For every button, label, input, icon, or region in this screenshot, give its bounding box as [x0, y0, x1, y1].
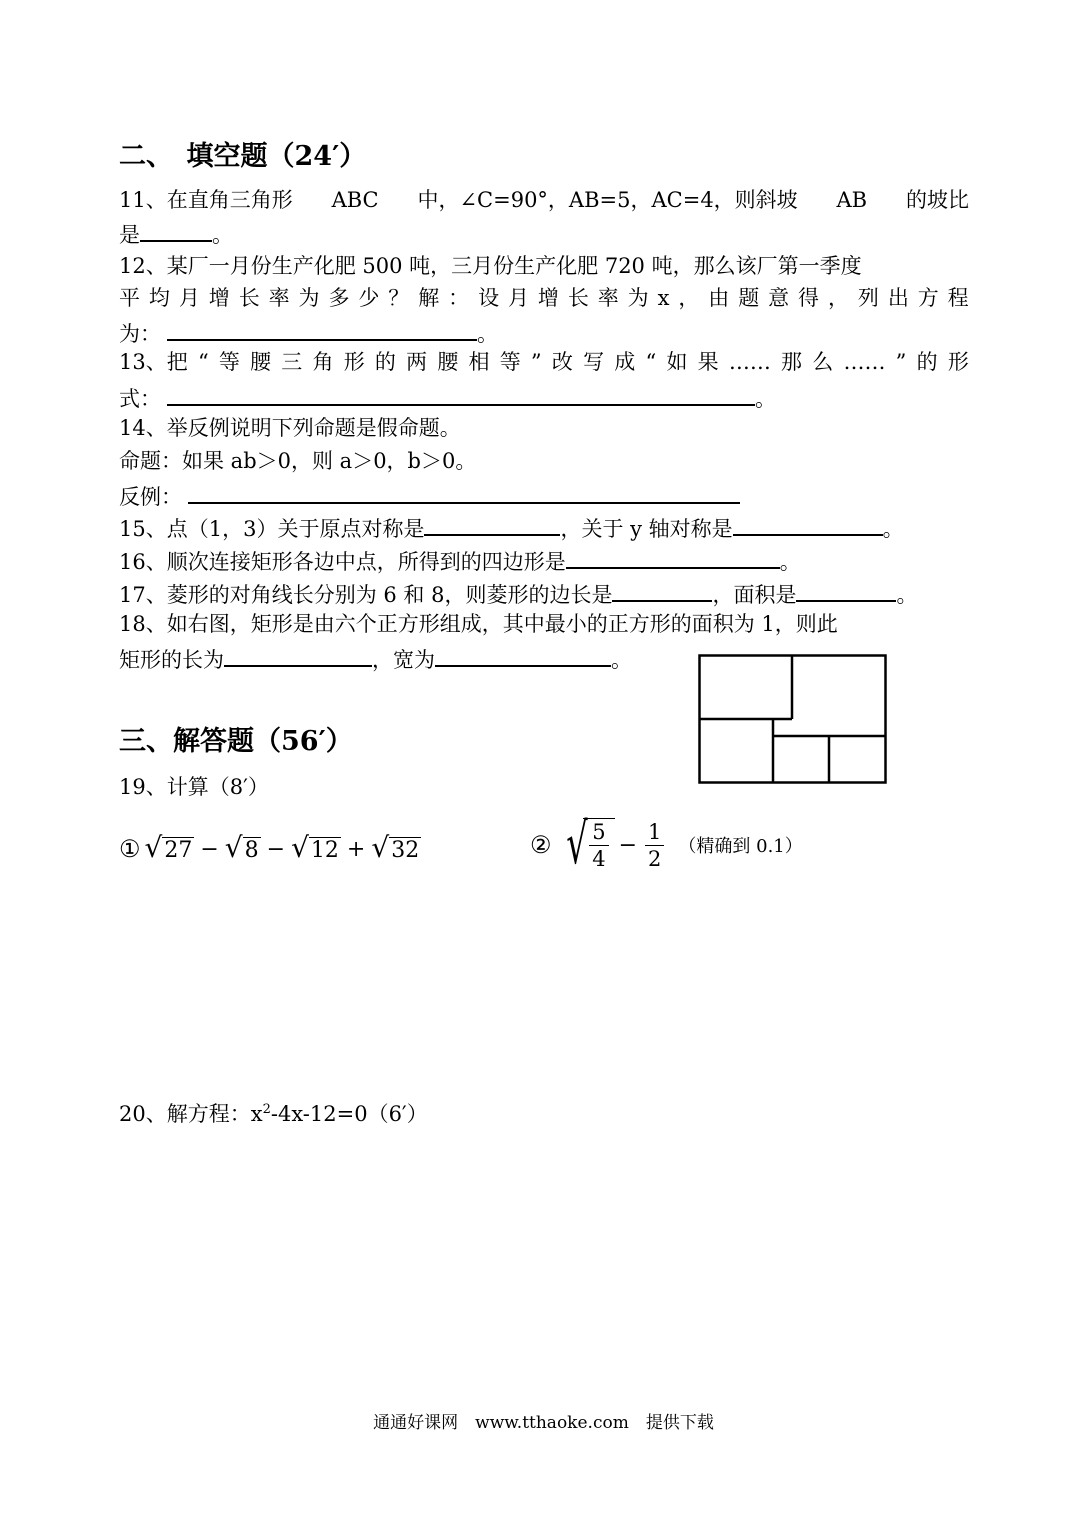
q15-yaxis-blank[interactable]: [733, 512, 883, 536]
q14-line3: 反例：: [119, 480, 740, 511]
six-squares-figure: [698, 654, 887, 784]
section-2-title: 二、 填空题（24′）: [119, 141, 367, 172]
fraction-1-2: $\frac{1}{2}$: [645, 819, 664, 872]
sqrt-term: √ 12: [291, 831, 339, 864]
q14-proposition: 命题：如果 ab＞0，则 a＞0，b＞0。: [119, 449, 477, 473]
fraction-5-4: $\frac{5}{4}$: [589, 819, 608, 872]
section-3-title: 三、解答题（56′）: [119, 726, 353, 757]
q18-length-blank[interactable]: [224, 643, 372, 667]
q16-answer-blank[interactable]: [566, 545, 780, 569]
q14-line1: 14、举反例说明下列命题是假命题。: [119, 416, 461, 440]
q15-origin-blank[interactable]: [424, 512, 560, 536]
q17-area-blank[interactable]: [796, 578, 896, 602]
page-footer: 通通好课网 www.tthaoke.com 提供下载: [373, 1413, 714, 1433]
q14-answer-blank[interactable]: [188, 480, 740, 504]
q11-line1: 11、在直角三角形 ABC 中，∠C=90°，AB=5，AC=4，则斜坡 AB 的坡比: [119, 188, 969, 212]
q20-line: 20、解方程：$x^2-4x-12=0(6')$: [119, 1102, 428, 1126]
q11-answer-blank[interactable]: [140, 218, 212, 242]
q19-part1-expression: ① √ 27 − √ 8 − √ 12 + √ 32: [119, 831, 420, 864]
sqrt-term: √ 27: [144, 831, 193, 864]
q19-part2-expression: ② √ $\frac{5}{4}$ − $\frac{1}{2}$ （精确到 0.1）: [530, 812, 803, 877]
q12-answer-blank[interactable]: [167, 317, 477, 341]
q18-width-blank[interactable]: [435, 643, 611, 667]
q13-answer-blank[interactable]: [167, 382, 755, 406]
sqrt-term: √ 32: [371, 831, 420, 864]
q12-line2: 平 均 月 增 长 率 为 多 少 ？ 解 ： 设 月 增 长 率 为 x ， 由 题 意 得 ， 列 出 方 程: [119, 286, 969, 310]
q12-line3: 为： 。: [119, 317, 498, 348]
q19-title: 19、计算（8′）: [119, 775, 269, 799]
q17-side-blank[interactable]: [612, 578, 712, 602]
q16-line: 16、顺次连接矩形各边中点，所得到的四边形是 。: [119, 545, 801, 576]
q18-line2: 矩形的长为 ，宽为 。: [119, 643, 632, 674]
q13-line1: 13、把 “ 等 腰 三 角 形 的 两 腰 相 等 ” 改 写 成 “ 如 果 …… 那 么 …… ” 的 形: [119, 350, 969, 374]
sqrt-fraction: √ $\frac{5}{4}$: [552, 818, 615, 872]
sqrt-term: √ 8: [224, 831, 259, 864]
q17-line: 17、菱形的对角线长分别为 6 和 8，则菱形的边长是 ，面积是 。: [119, 578, 917, 609]
q12-line1: 12、某厂一月份生产化肥 500 吨，三月份生产化肥 720 吨，那么该厂第一季度: [119, 254, 862, 278]
q18-line1: 18、如右图，矩形是由六个正方形组成，其中最小的正方形的面积为 1，则此: [119, 612, 838, 636]
q15-line: 15、点（1，3）关于原点对称是 ，关于 y 轴对称是 。: [119, 512, 904, 543]
q11-line2: 是 。: [119, 218, 233, 249]
q13-line2: 式： 。: [119, 382, 776, 413]
